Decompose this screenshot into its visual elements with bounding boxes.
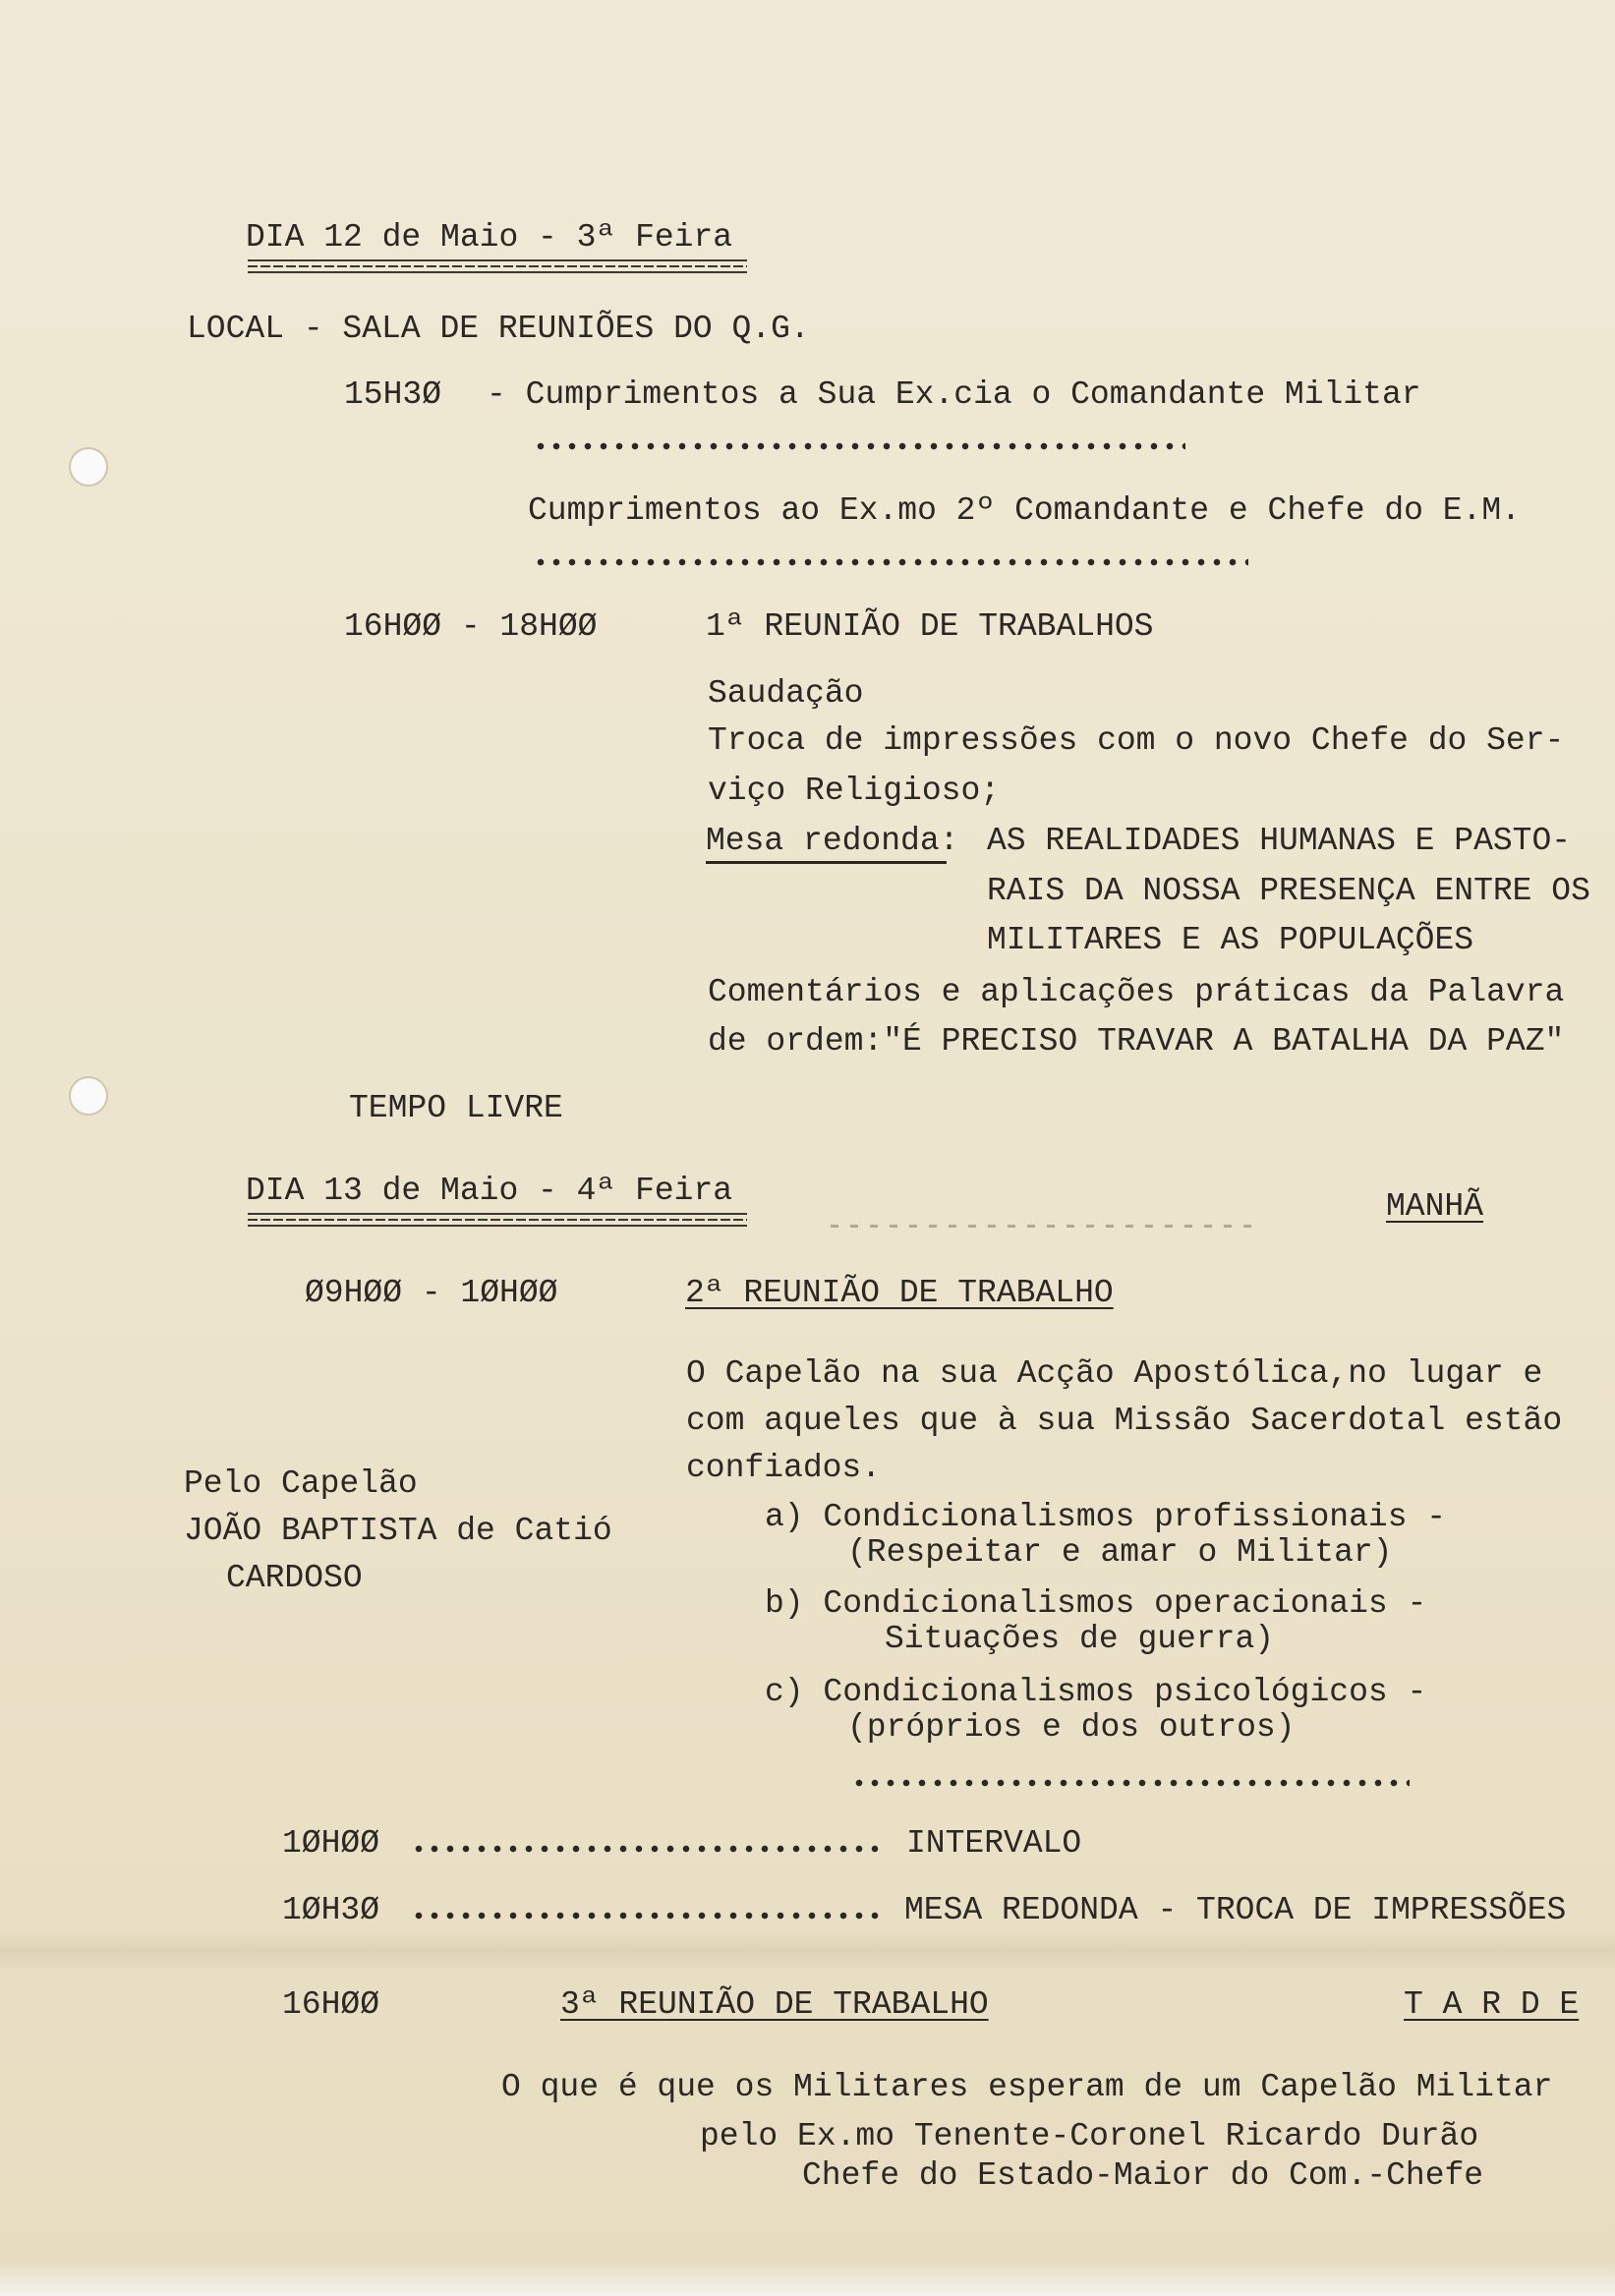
comment-line-1: Comentários e aplicações práticas da Palavra <box>708 974 1565 1010</box>
day1-item2-text: Cumprimentos ao Ex.mo 2º Comandante e Chefe do E.M. <box>528 492 1521 529</box>
roundtable-line-2: RAIS DA NOSSA PRESENÇA ENTRE OS <box>987 873 1590 909</box>
speaker-line-1: Pelo Capelão <box>184 1465 418 1502</box>
morning-label: MANHÃ <box>1386 1188 1484 1225</box>
session3-line-2: pelo Ex.mo Tenente-Coronel Ricardo Durão <box>700 2118 1479 2154</box>
day1-session1-time: 16HØØ - 18HØØ <box>344 608 598 645</box>
roundtable-line-3: MILITARES E AS POPULAÇÕES <box>987 922 1474 958</box>
day2-heading: DIA 13 de Maio - 4ª Feira <box>246 1173 733 1209</box>
break-time: 1ØHØØ <box>282 1825 380 1862</box>
point-b-label: b) Condicionalismos operacionais - <box>765 1585 1427 1622</box>
day1-item1-text: - Cumprimentos a Sua Ex.cia o Comandante Militar <box>487 376 1421 413</box>
session2-line-1: O Capelão na sua Acção Apostólica,no lugar e <box>686 1355 1543 1392</box>
comment-line-2: de ordem:"É PRECISO TRAVAR A BATALHA DA PAZ" <box>708 1023 1565 1060</box>
dotted-separator-2 <box>533 558 1248 566</box>
day1-line-1: Saudação <box>708 675 864 712</box>
speaker-line-2: JOÃO BAPTISTA de Catió <box>184 1513 612 1549</box>
break-leader-dots <box>411 1845 883 1853</box>
punch-hole-top <box>69 447 108 487</box>
break-label: INTERVALO <box>906 1825 1082 1862</box>
day1-heading: DIA 12 de Maio - 3ª Feira <box>246 219 733 256</box>
day2-session2-time: Ø9HØØ - 1ØHØØ <box>305 1275 558 1311</box>
session3-line-3: Chefe do Estado-Maior do Com.-Chefe <box>802 2157 1484 2194</box>
dotted-separator-3 <box>851 1779 1410 1787</box>
day1-session1-title: 1ª REUNIÃO DE TRABALHOS <box>706 608 1154 645</box>
day1-heading-double-rule <box>248 259 747 273</box>
point-a-sub: (Respeitar e amar o Militar) <box>847 1534 1393 1571</box>
session3-line-1: O que é que os Militares esperam de um Capelão Militar <box>501 2069 1553 2105</box>
point-c-sub: (próprios e dos outros) <box>847 1709 1296 1746</box>
speaker-line-3: CARDOSO <box>226 1560 363 1596</box>
round-label: MESA REDONDA - TROCA DE IMPRESSÕES <box>904 1892 1567 1928</box>
day2-heading-double-rule <box>248 1213 747 1227</box>
afternoon-label: T A R D E <box>1404 1986 1580 2023</box>
punch-hole-bottom <box>69 1076 108 1116</box>
roundtable-line-1: AS REALIDADES HUMANAS E PASTO- <box>987 823 1572 859</box>
session3-time: 16HØØ <box>282 1986 380 2023</box>
day1-item1-time: 15H3Ø <box>344 376 442 413</box>
point-a-label: a) Condicionalismos profissionais - <box>765 1499 1447 1535</box>
session2-line-3: confiados. <box>686 1450 882 1486</box>
day1-line-3: viço Religioso; <box>708 773 1001 809</box>
faint-typed-marks <box>831 1225 1263 1228</box>
point-c-label: c) Condicionalismos psicológicos - <box>765 1674 1427 1710</box>
free-time-label: TEMPO LIVRE <box>349 1090 563 1126</box>
dotted-separator-1 <box>533 442 1185 450</box>
roundtable-label-underline <box>706 861 947 864</box>
session2-line-2: com aqueles que à sua Missão Sacerdotal estão <box>686 1403 1563 1439</box>
day1-line-2: Troca de impressões com o novo Chefe do Ser- <box>708 722 1565 759</box>
round-time: 1ØH3Ø <box>282 1892 380 1928</box>
round-leader-dots <box>411 1912 883 1920</box>
day1-location: LOCAL - SALA DE REUNIÕES DO Q.G. <box>187 311 810 347</box>
paper-fold-shadow <box>0 1931 1615 1971</box>
roundtable-label: Mesa redonda: <box>706 823 959 859</box>
page-bottom-edge <box>0 2261 1615 2296</box>
point-b-sub: Situações de guerra) <box>885 1621 1275 1657</box>
day2-session2-title: 2ª REUNIÃO DE TRABALHO <box>685 1275 1114 1311</box>
session3-title: 3ª REUNIÃO DE TRABALHO <box>560 1986 989 2023</box>
